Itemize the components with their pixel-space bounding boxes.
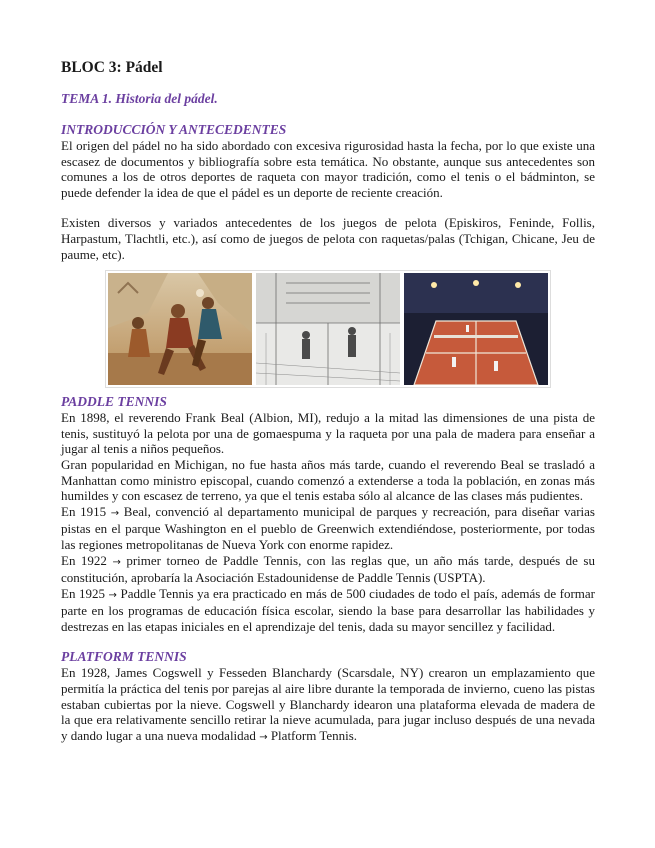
arrow-icon: → [112,556,121,568]
paddle-heading: PADDLE TENNIS [61,394,167,410]
arrow-icon: → [110,507,120,519]
ancient-ball-game-painting [108,273,252,385]
intro-paragraph-2: Existen diversos y variados antecedentes de los juegos de pelota (Episkiros, Feninde, Follis, Harpastum, Tlachtli, etc.), así como de juegos de pelota con raquetas/palas (Tchigan, Chicane, Jeu de paume, etc). [61,215,595,262]
paddle-paragraph-1925 [61,586,595,635]
bloc-title: BLOC 3: Pádel [61,59,163,76]
platform-paragraph [61,665,595,745]
paragraph-1922-text: primer torneo de Paddle Tennis, con las reglas que, un año más tarde, después de su constitución, aprobaría la Asociación Estadounidense de Paddle Tennis (USPTA). [61,552,595,586]
platform-tennis-term: Platform Tennis. [267,727,358,743]
intro-heading: INTRODUCCIÓN Y ANTECEDENTES [61,122,287,137]
arrow-icon: → [259,731,268,743]
platform-paragraph-text: En 1928, James Cogswell y Fesseden Blanchardy (Scarsdale, NY) crearon un emplazamiento que permitía la práctica del tenis por parejas al aire libre durante la temporada de invierno, cueno las pistas estaban cubiertas por la nieve. Cogswell y Blanchardy idearon una plataforma elevada de madera de la que era relativamente sencillo retirar la nieve acumulada, para jugar incluso después de una nevada y dando lugar a una nueva modalidad [61,665,595,743]
jeu-de-paume-engraving [256,273,400,385]
tema-title: TEMA 1. Historia del pádel. [61,91,218,106]
year-1925: En 1925 [61,585,105,601]
paddle-paragraph-1: En 1898, el reverendo Frank Beal (Albion, MI), redujo a la mitad las dimensiones de una pista de tenis, sustituyó la pelota por una de gomaespuma y la raqueta por una pala de madera para enseñar a jugar al tenis a niños pequeños. [61,410,595,457]
document-page [61,58,595,745]
history-figure [61,270,595,388]
year-1915: En 1915 [61,503,107,519]
paddle-paragraph-1922 [61,553,595,586]
arrow-icon: → [108,589,117,601]
intro-paragraph-1: El origen del pádel no ha sido abordado con excesiva rigurosidad hasta la fecha, por lo que existe una escasez de documentos y bibliografía sobre esta temática. No obstante, aunque sus antecedentes son comunes a los de otros deportes de raqueta con mayor tradición, como el tenis o el bádminton, se puede defender la idea de que el pádel es un deporte de reciente creación. [61,138,595,200]
paddle-paragraph-2: Gran popularidad en Michigan, no fue hasta años más tarde, cuando el reverendo Beal se trasladó a Manhattan como ministro episcopal, cuando comenzó a extenderse a toda la población, en zonas más humildes y con escasez de terreno, ya que el tenis estaba sólo al alcance de las clases más pudientes. [61,456,595,504]
indoor-court-photo [404,273,548,385]
paddle-paragraph-1915 [61,504,595,553]
paragraph-1925-text: Paddle Tennis ya era practicado en más de 500 ciudades de todo el país, además de formar parte en los programas de educación física escolar, siendo la base para desarrollar las habilidades y destrezas en las etapas iniciales en el aprendizaje del tenis, dada su mayor sencillez y facilidad. [61,585,595,634]
platform-heading: PLATFORM TENNIS [61,649,187,665]
year-1922: En 1922 [61,552,107,568]
paragraph-1915-text: Beal, convenció al departamento municipal de parques y recreación, para diseñar varias pistas en el parque Washington en el pueblo de Greenwich extendiéndose, posteriormente, por todas las regiones metropolitanas de Nueva York con enorme rapidez. [61,503,595,552]
